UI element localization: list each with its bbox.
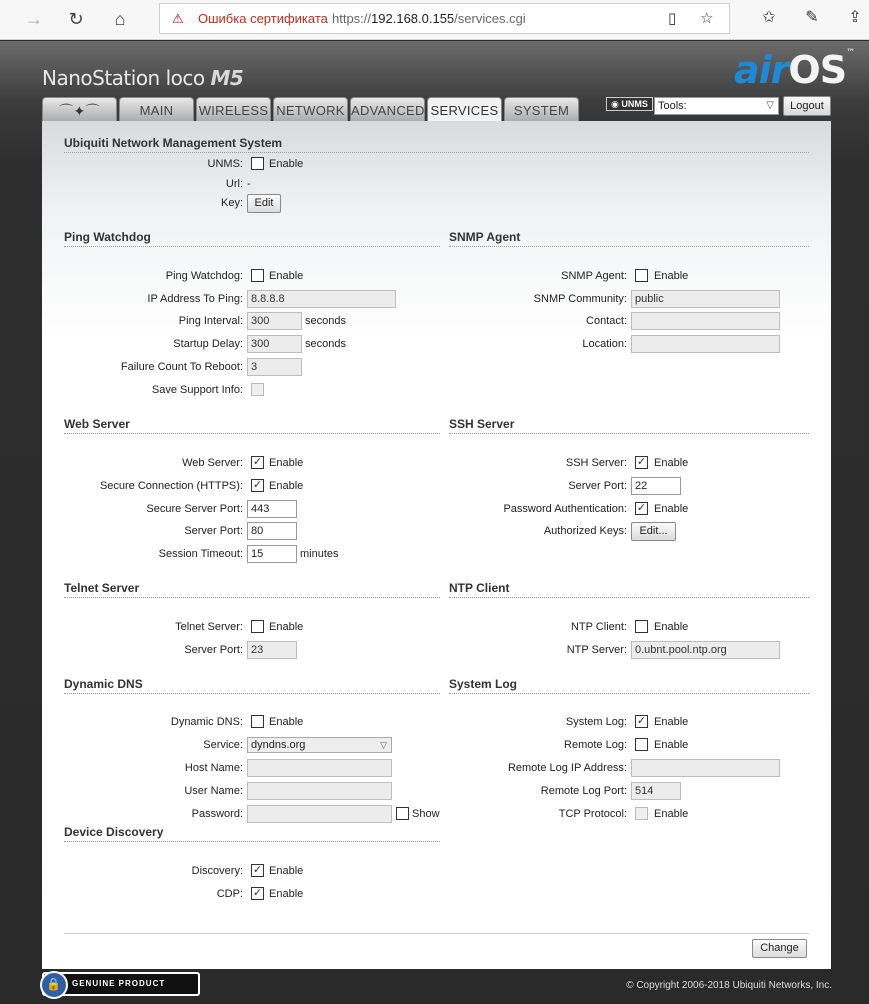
ntp-server-input[interactable]: 0.ubnt.pool.ntp.org [631,641,780,659]
telnet-server-enable-label: Enable [269,621,304,633]
ddns-host-input[interactable] [247,759,392,777]
show-password-label: Show [412,808,440,820]
section-title-ssh-server: SSH Server [449,417,809,434]
secure-port-input[interactable]: 443 [247,500,297,518]
snmp-location-label: Location: [582,338,627,350]
ping-ip-label: IP Address To Ping: [147,293,243,305]
ddns-service-select[interactable]: dyndns.org ▽ [247,737,392,753]
section-title-system-log: System Log [449,677,809,694]
discovery-enable-label: Enable [269,865,304,877]
url-label: Url: [225,178,243,190]
browser-toolbar [0,0,869,40]
remote-log-ip-label: Remote Log IP Address: [507,762,627,774]
snmp-agent-checkbox[interactable] [635,269,648,282]
ddns-service-label: Service: [203,739,243,751]
favorites-hub-icon[interactable]: ✩ [762,9,776,26]
remote-log-port-input[interactable]: 514 [631,782,681,800]
show-password-checkbox[interactable] [396,807,409,820]
failure-count-label: Failure Count To Reboot: [120,361,243,373]
unms-enable-label: Enable [269,158,304,170]
snmp-location-input[interactable] [631,335,780,353]
airos-logo: airOS™ [734,48,855,92]
key-label: Key: [220,197,243,209]
ssh-server-checkbox[interactable] [635,456,648,469]
https-enable-label: Enable [269,480,304,492]
unms-label: UNMS: [207,158,243,170]
discovery-checkbox[interactable] [251,864,264,877]
system-log-enable-label: Enable [654,716,689,728]
ntp-server-label: NTP Server: [566,644,627,656]
ddns-password-input[interactable] [247,805,392,823]
authorized-keys-edit-button[interactable]: Edit... [631,522,676,541]
ssh-port-input[interactable]: 22 [631,477,681,495]
telnet-port-label: Server Port: [184,644,243,656]
password-auth-checkbox[interactable] [635,502,648,515]
back-arrow-icon[interactable]: → [25,9,43,29]
section-title-ping-watchdog: Ping Watchdog [64,230,440,247]
reading-view-icon[interactable]: ▯ [668,10,677,27]
save-support-info-label: Save Support Info: [151,384,243,396]
system-log-label: System Log: [565,716,627,728]
web-server-label: Web Server: [182,457,243,469]
ntp-client-label: NTP Client: [570,621,627,633]
remote-log-label: Remote Log: [564,739,627,751]
section-title-snmp-agent: SNMP Agent [449,230,809,247]
section-title-dynamic-dns: Dynamic DNS [64,677,440,694]
divider [64,933,809,934]
home-icon[interactable]: ⌂ [114,9,126,29]
tab-services[interactable]: SERVICES [427,97,502,124]
https-checkbox[interactable] [251,479,264,492]
product-name: NanoStation loco M5 [42,66,244,90]
ntp-client-enable-label: Enable [654,621,689,633]
telnet-server-checkbox[interactable] [251,620,264,633]
tab-wireless[interactable]: WIRELESS [196,97,271,122]
startup-delay-input[interactable]: 300 [247,335,302,353]
session-timeout-unit: minutes [300,548,339,560]
ping-ip-input[interactable]: 8.8.8.8 [247,290,396,308]
warning-icon[interactable]: ⚠ [172,11,184,26]
failure-count-input[interactable]: 3 [247,358,302,376]
section-title-ntp-client: NTP Client [449,581,809,598]
section-title-device-discovery: Device Discovery [64,825,440,842]
snmp-contact-input[interactable] [631,312,780,330]
cdp-enable-label: Enable [269,888,304,900]
section-title-web-server: Web Server [64,417,440,434]
chevron-down-icon: ▽ [380,740,387,750]
change-button[interactable]: Change [752,939,807,958]
address-bar[interactable] [159,3,730,34]
unms-badge[interactable]: ◉ UNMS [606,97,653,111]
session-timeout-label: Session Timeout: [158,548,243,560]
ddns-user-label: User Name: [184,785,243,797]
tcp-protocol-enable-label: Enable [654,808,689,820]
ping-interval-input[interactable]: 300 [247,312,302,330]
ubiquiti-logo-icon: ⌒✦⌒ [59,103,100,119]
web-server-enable-label: Enable [269,457,304,469]
telnet-server-label: Telnet Server: [175,621,243,633]
tcp-protocol-label: TCP Protocol: [558,808,627,820]
ping-interval-label: Ping Interval: [178,315,243,327]
pen-notes-icon[interactable]: ✎ [805,9,819,26]
section-title-telnet-server: Telnet Server [64,581,440,598]
lock-shield-icon: 🔒 [40,971,68,999]
ddns-user-input[interactable] [247,782,392,800]
ssh-server-label: SSH Server: [565,457,627,469]
ddns-checkbox[interactable] [251,715,264,728]
startup-delay-label: Startup Delay: [173,338,243,350]
snmp-agent-label: SNMP Agent: [561,270,627,282]
ping-watchdog-checkbox[interactable] [251,269,264,282]
web-server-checkbox[interactable] [251,456,264,469]
system-log-checkbox[interactable] [635,715,648,728]
secure-port-label: Secure Server Port: [146,503,243,515]
discovery-label: Discovery: [191,865,243,877]
genuine-product-badge: 🔒 GENUINE PRODUCT [42,972,200,996]
ping-watchdog-label: Ping Watchdog: [165,270,243,282]
copyright-text: © Copyright 2006-2018 Ubiquiti Networks, Inc. [626,980,832,991]
web-port-label: Server Port: [184,525,243,537]
authorized-keys-label: Authorized Keys: [543,525,627,537]
ddns-enable-label: Enable [269,716,304,728]
password-auth-enable-label: Enable [654,503,689,515]
startup-delay-unit: seconds [305,338,346,350]
ping-interval-unit: seconds [305,315,346,327]
remote-log-ip-input[interactable] [631,759,780,777]
https-label: Secure Connection (HTTPS): [99,480,243,492]
tab-main[interactable]: MAIN [119,97,194,122]
snmp-agent-enable-label: Enable [654,270,689,282]
remote-log-enable-label: Enable [654,739,689,751]
snmp-community-label: SNMP Community: [533,293,627,305]
tab-network[interactable]: NETWORK [273,97,348,122]
snmp-community-input[interactable]: public [631,290,780,308]
password-auth-label: Password Authentication: [503,503,627,515]
tcp-protocol-checkbox[interactable] [635,807,648,820]
key-edit-button[interactable]: Edit [247,194,281,213]
cdp-checkbox[interactable] [251,887,264,900]
ssh-server-enable-label: Enable [654,457,689,469]
remote-log-checkbox[interactable] [635,738,648,751]
ping-watchdog-enable-label: Enable [269,270,304,282]
services-panel [42,121,831,969]
ssh-port-label: Server Port: [568,480,627,492]
ntp-client-checkbox[interactable] [635,620,648,633]
certificate-error-text[interactable]: Ошибка сертификата [198,11,328,26]
favorite-star-icon[interactable]: ☆ [700,10,714,27]
remote-log-port-label: Remote Log Port: [540,785,627,797]
ddns-password-label: Password: [191,808,243,820]
url-value: - [247,178,251,190]
snmp-contact-label: Contact: [586,315,627,327]
ddns-label: Dynamic DNS: [170,716,243,728]
refresh-icon[interactable]: ↻ [68,9,84,29]
url-text[interactable]: https://192.168.0.155/services.cgi [332,11,526,26]
ddns-host-label: Host Name: [184,762,243,774]
section-title-unms: Ubiquiti Network Management System [64,136,809,153]
web-port-input[interactable]: 80 [247,522,297,540]
tab-system[interactable]: SYSTEM [504,97,579,122]
save-support-info-checkbox[interactable] [251,383,264,396]
unms-checkbox[interactable] [251,157,264,170]
tools-select[interactable]: Tools: ▽ [654,97,779,115]
tab-advanced[interactable]: ADVANCED [350,97,425,122]
tab-ubnt-logo[interactable] [42,97,117,122]
logout-button[interactable]: Logout [783,96,831,116]
session-timeout-input[interactable]: 15 [247,545,297,563]
cdp-label: CDP: [216,888,243,900]
chevron-down-icon: ▽ [766,100,774,111]
telnet-port-input[interactable]: 23 [247,641,297,659]
share-icon[interactable]: ⇪ [848,9,862,26]
